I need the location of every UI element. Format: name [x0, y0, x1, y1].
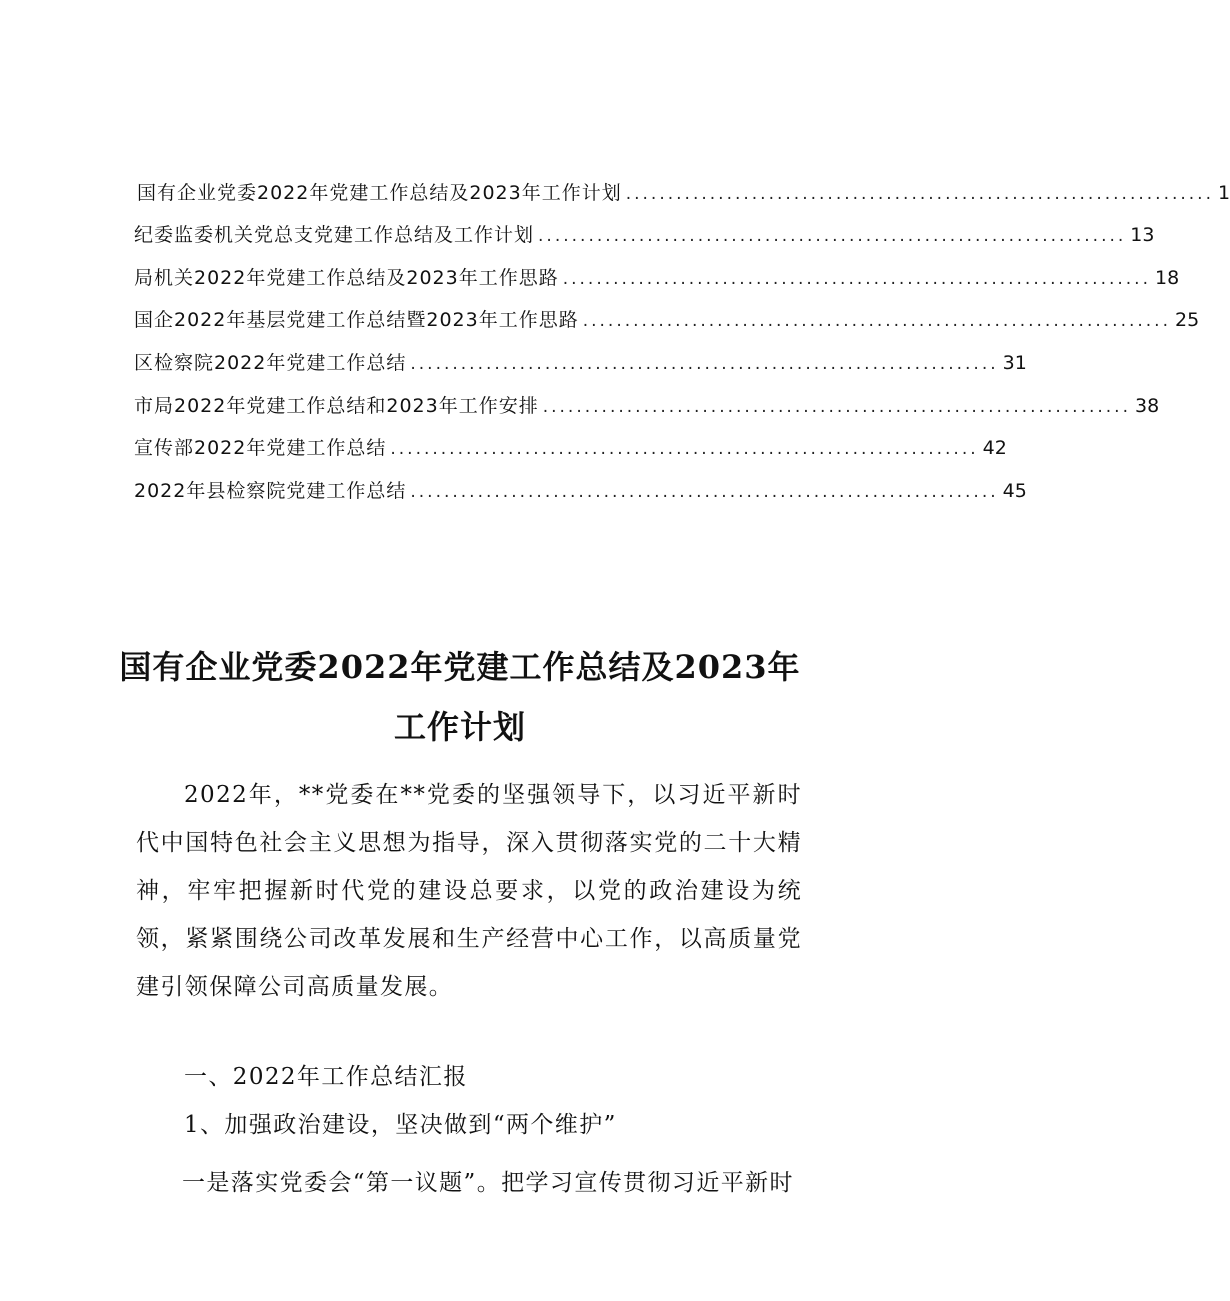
- toc-leader-dots: ......................................................................: [625, 183, 1214, 204]
- toc-entry[interactable]: [134, 416, 1007, 460]
- subsection-heading: 1、加强政治建设，坚决做到“两个维护”: [184, 1112, 617, 1138]
- toc-entry[interactable]: [134, 288, 1200, 332]
- toc-entry-title: 市局2022年党建工作总结和2023年工作安排: [134, 394, 539, 417]
- toc-entry-page: 42: [982, 437, 1007, 460]
- toc-entry[interactable]: [134, 373, 1160, 417]
- intro-paragraph: 2022年，**党委在**党委的坚强领导下，以习近平新时代中国特色社会主义思想为指导，深入贯彻落实党的二十大精神，牢牢把握新时代党的建设总要求，以党的政治建设为统领，紧紧围绕公司改革发展和生产经营中心工作，以高质量党建引领保障公司高质量发展。: [136, 782, 802, 1000]
- toc-entry[interactable]: [134, 458, 1027, 502]
- toc-entry-title: 纪委监委机关党总支党建工作总结及工作计划: [134, 224, 535, 247]
- toc-leader-dots: ......................................................................: [390, 439, 979, 460]
- toc-leader-dots: ......................................................................: [410, 353, 999, 374]
- section-heading: 一、2022年工作总结汇报: [184, 1064, 468, 1090]
- toc-entry-page: 38: [1135, 394, 1160, 417]
- document-title: 国有企业党委2022年党建工作总结及2023年工作计划: [119, 648, 801, 747]
- toc-entry[interactable]: [134, 203, 1155, 247]
- toc-entry-title: 国有企业党委2022年党建工作总结及2023年工作计划: [137, 181, 622, 204]
- toc-leader-dots: ......................................................................: [542, 396, 1131, 417]
- toc-entry[interactable]: [137, 160, 1230, 204]
- table-of-contents: [134, 160, 1230, 502]
- toc-entry-title: 2022年县检察院党建工作总结: [134, 479, 407, 502]
- toc-leader-dots: ......................................................................: [410, 481, 999, 502]
- toc-entry[interactable]: [134, 245, 1180, 289]
- body-paragraph: 一是落实党委会“第一议题”。把学习宣传贯彻习近平新时: [182, 1170, 794, 1196]
- toc-entry-title: 区检察院2022年党建工作总结: [134, 351, 407, 374]
- toc-entry-page: 13: [1130, 224, 1155, 247]
- toc-leader-dots: ......................................................................: [562, 268, 1151, 289]
- toc-entry-page: 18: [1155, 266, 1180, 289]
- toc-entry-title: 国企2022年基层党建工作总结暨2023年工作思路: [134, 309, 579, 332]
- toc-entry-page: 1: [1218, 181, 1230, 204]
- toc-entry-title: 局机关2022年党建工作总结及2023年工作思路: [134, 266, 559, 289]
- toc-entry-page: 45: [1002, 479, 1027, 502]
- toc-entry-title: 宣传部2022年党建工作总结: [134, 437, 387, 460]
- toc-leader-dots: ......................................................................: [582, 311, 1171, 332]
- toc-leader-dots: ......................................................................: [538, 226, 1127, 247]
- toc-entry[interactable]: [134, 330, 1027, 374]
- toc-entry-page: 31: [1002, 351, 1027, 374]
- toc-entry-page: 25: [1175, 309, 1200, 332]
